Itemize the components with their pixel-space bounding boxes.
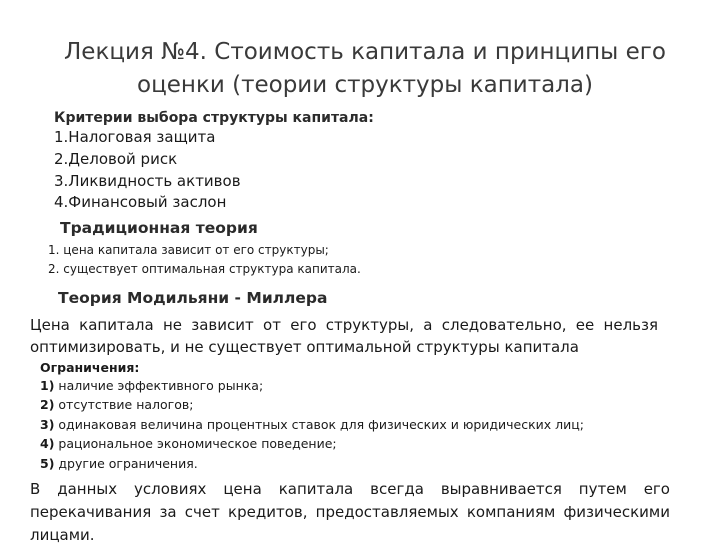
criteria-item: 3.Ликвидность активов [54,172,241,190]
limitation-text: наличие эффективного рынка; [58,378,264,393]
limitations-heading: Ограничения: [40,360,140,375]
slide-title-line-1: Лекция №4. Стоимость капитала и принципы его [64,39,666,65]
limitation-item [40,397,193,412]
limitation-item [40,456,198,471]
limitation-number: 4) [40,436,55,451]
limitation-item [40,436,337,451]
limitation-text: одинаковая величина процентных ставок для физических и юридических лиц; [58,417,584,432]
limitation-number: 5) [40,456,55,471]
traditional-theory-heading: Традиционная теория [60,219,258,237]
criteria-item: 1.Налоговая защита [54,128,216,146]
limitation-text: рациональное экономическое поведение; [58,436,337,451]
limitation-number: 2) [40,397,55,412]
mm-theory-paragraph: Цена капитала не зависит от его структуры, а следовательно, ее нельзя оптимизировать, и не существует оптимальной структуры капитала [30,316,658,356]
slide-title [60,36,670,102]
limitation-number: 1) [40,378,55,393]
conclusion-paragraph: В данных условиях цена капитала всегда выравнивается путем его перекачивания за счет кредитов, предоставляемых компаниям физическими лицами. [30,480,670,544]
limitation-item [40,417,584,432]
traditional-theory-item: 1. цена капитала зависит от его структуры; [48,243,329,257]
limitation-item [40,378,263,393]
slide-title-line-2: оценки (теории структуры капитала) [137,72,593,98]
traditional-theory-item: 2. существует оптимальная структура капитала. [48,262,361,276]
mm-theory-heading: Теория Модильяни - Миллера [58,289,328,307]
criteria-item: 2.Деловой риск [54,150,178,168]
criteria-heading: Критерии выбора структуры капитала: [54,110,374,126]
limitation-text: отсутствие налогов; [58,397,194,412]
limitation-text: другие ограничения. [58,456,198,471]
limitation-number: 3) [40,417,55,432]
criteria-item: 4.Финансовый заслон [54,193,227,211]
